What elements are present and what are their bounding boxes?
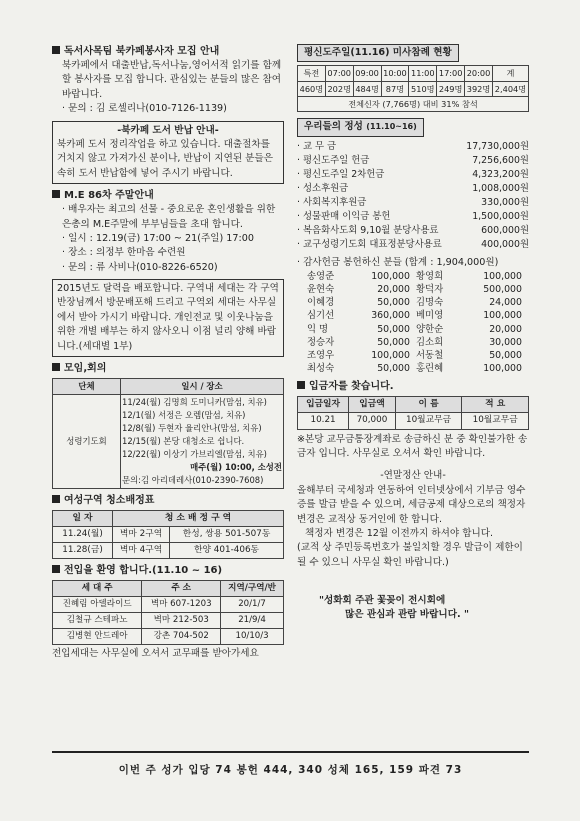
list-item: · 성물판매 이익금 봉헌 1,500,000원 <box>297 211 529 223</box>
square-bullet-icon <box>297 381 305 389</box>
me-body <box>52 203 284 275</box>
list-item: · 교구성령기도회 대표정분당사용료 400,000원 <box>297 239 529 251</box>
cleaning-header: 청 소 배 정 구 역 <box>113 510 284 526</box>
year-end-title: -연말정산 안내- <box>380 470 446 482</box>
square-bullet-icon <box>52 46 60 54</box>
newcomers-table <box>52 580 284 645</box>
newcomers-note: 전입세대는 사무실에 오셔서 교무패를 받아가세요 <box>52 647 259 659</box>
table-row: 진혜림 아델라이드 벽마 607-1203 20/1/7 <box>53 597 284 613</box>
donor-list: 송영준 100,000 황영희 100,000 윤현숙 20,000 황덕자 500,000 이혜경 50,000 김명숙 24,000 심기선 360,000 베미영 100,000 익 명 50,000 양한순 20,000 정승자 50,000 김소희 30,000 조영우 100,000 서동철 50,000 최성숙 50,000 홍린혜 100,000 <box>307 270 522 375</box>
table-row: 김철규 스테파노 벽마 212-503 21/9/4 <box>53 613 284 629</box>
cleaning-table <box>52 510 284 560</box>
list-item: · 사회복지후원금 330,000원 <box>297 197 529 209</box>
meeting-line: 12/1(월) 서정은 오렘(맘섬, 치유) <box>122 409 246 420</box>
cleaning-title: 여성구역 청소배정표 <box>52 493 284 508</box>
meeting-line: 매주(월) 10:00, 소성전 <box>190 461 282 472</box>
table-row: 10.21 70,000 10월교무금 10월교무금 <box>298 413 529 429</box>
attendance-title: 평신도주일(11.16) 미사참례 현황 <box>297 44 459 62</box>
list-item: · 교 무 금 17,730,000원 <box>297 140 529 152</box>
calendar-notice-box <box>52 279 284 357</box>
recruit-title: 독서사목팀 북카페봉사자 모집 안내 <box>52 44 284 59</box>
table-row: 김병현 안드레아 강촌 704-502 10/10/3 <box>53 628 284 644</box>
meeting-group: 성령기도회 <box>53 394 121 488</box>
list-item: · 평신도주일 헌금 7,256,600원 <box>297 154 529 166</box>
book-return-title: -북카페 도서 반납 안내- <box>117 124 219 136</box>
thanks-title: · 감사헌금 봉헌하신 분들 (합계 : 1,904,000원) <box>297 256 499 268</box>
recruit-body: 북카페에서 대출반납,독서나눔,영어서적 읽기를 함께 할 봉사자를 모집 합니다. 관심있는 분들의 많은 참여 바랍니다. <box>62 60 282 100</box>
meeting-table <box>52 378 284 489</box>
deposit-table: 입금일자 입금액 이 름 적 요 10.21 70,000 10월교무금 10월교무금 <box>297 396 529 429</box>
deposit-title: 입금자를 찾습니다. <box>297 379 529 394</box>
book-return-body: 북카페 도서 정리작업을 하고 있습니다. 대출절차를 거치지 않고 가져가신 분이나, 반납이 지연된 분들은 속히 도서 반납함에 넣어 주시기 바랍니다. <box>57 138 273 179</box>
year-end-body: (교적 상 주민등록번호가 불일치할 경우 발급이 제한이 될 수 있으니 사무실 확인 바랍니다.) <box>297 542 523 568</box>
exhibit-notice: "성화회 주관 꽃꽂이 전시회에 많은 관심과 관람 바랍니다. " <box>319 595 469 621</box>
year-end-body: 올해부터 국세청과 연동하여 인터넷상에서 기부금 영수증를 발급 받을 수 있으며, 세금공제 대상으로의 책정자변경은 교적상 동거인에 한 합니다. <box>297 484 526 525</box>
meeting-line: 12/8(월) 두현자 율리안나(맘섬, 치유) <box>122 422 262 433</box>
attendance-summary: 전체신자 (7,766명) 대비 31% 참석 <box>298 96 529 111</box>
meeting-header: 일시 / 장소 <box>121 379 284 395</box>
list-item: · 평신도주일 2차헌금 4,323,200원 <box>297 168 529 180</box>
year-end-body: 책정자 변경은 12월 이전까지 하셔야 합니다. <box>305 527 494 539</box>
meeting-schedule <box>121 394 284 488</box>
hymn-footer: 이번 주 성가 입당 74 봉헌 444, 340 성체 165, 159 파견 73 <box>52 751 529 779</box>
cleaning-header: 일 자 <box>53 510 113 526</box>
year-end-section <box>297 469 529 570</box>
newcomers-header: 세 대 주 <box>53 581 142 597</box>
table-row: 11.28(금) 벽마 4구역 한양 401-406동 <box>53 543 284 559</box>
deposit-note: ※본당 교무금통장계좌로 송금하신 분 중 확인불가한 송금자 입니다. 사무실로 오셔서 확인 바랍니다. <box>297 433 528 459</box>
attendance-table: 특전 07:00 09:00 10:00 11:00 17:00 20:00 계 460명 202명 484명 87명 510명 249명 392명 2,404명 전체신자 (7,766명) 대비 31% 참석 <box>297 65 529 112</box>
square-bullet-icon <box>52 565 60 573</box>
left-column <box>52 42 284 661</box>
table-row: 460명 202명 484명 87명 510명 249명 392명 2,404명 <box>298 81 529 96</box>
square-bullet-icon <box>52 495 60 503</box>
offering-title: 우리들의 정성 (11.10~16) <box>297 118 424 136</box>
recruit-contact: · 문의 : 김 로셀리나(010-7126-1139) <box>62 103 227 115</box>
newcomers-title: 전입을 환영 합니다.(11.10 ~ 16) <box>52 563 284 578</box>
meeting-line: 12/22(월) 이상기 가브리엘(맘섬, 치유) <box>122 448 267 459</box>
square-bullet-icon <box>52 190 60 198</box>
me-title: M.E 86차 주말안내 <box>52 188 284 203</box>
book-return-box <box>52 121 284 185</box>
meeting-line: 12/15(월) 본당 대청소로 쉽니다. <box>122 435 245 446</box>
list-item: · 성소후원금 1,008,000원 <box>297 183 529 194</box>
me-place: · 장소 : 의정부 한마음 수련원 <box>62 247 186 259</box>
list-item: · 복음화사도회 9,10월 분당사용료 600,000원 <box>297 225 529 237</box>
me-date: · 일시 : 12.19(금) 17:00 ~ 21(주일) 17:00 <box>62 232 254 244</box>
me-contact: · 문의 : 류 사비나(010-8226-6520) <box>62 261 218 273</box>
newcomers-header: 주 소 <box>142 581 221 597</box>
table-row: 11.24(월) 벽마 2구역 한성, 쌍용 501-507동 <box>53 526 284 542</box>
calendar-notice: 2015년도 달력을 배포합니다. 구역내 세대는 각 구역반장님께서 방문배포해 드리고 구역외 세대는 사무실에서 받아 가시기 바랍니다. 개인전교 및 이웃나눔을 위한 개별 배부는 하지 않사오니 이점 널리 양해 바랍니다.(세대별 1부) <box>57 283 279 352</box>
newcomers-header: 지역/구역/반 <box>221 581 284 597</box>
right-column <box>297 42 529 623</box>
meeting-title: 모임,회의 <box>52 361 284 376</box>
offering-list <box>297 140 529 253</box>
meeting-header: 단체 <box>53 379 121 395</box>
meeting-line: 11/24(월) 김명희 도미니카(맘섬, 치유) <box>122 396 267 407</box>
meeting-line: 문의:김 아리데레사(010-2390-7608) <box>122 474 264 485</box>
square-bullet-icon <box>52 363 60 371</box>
me-line: · 배우자는 최고의 선물 - 중요로운 혼인생활을 위한 은총의 M.E주말에 부부님들을 초대 합니다. <box>62 204 276 230</box>
